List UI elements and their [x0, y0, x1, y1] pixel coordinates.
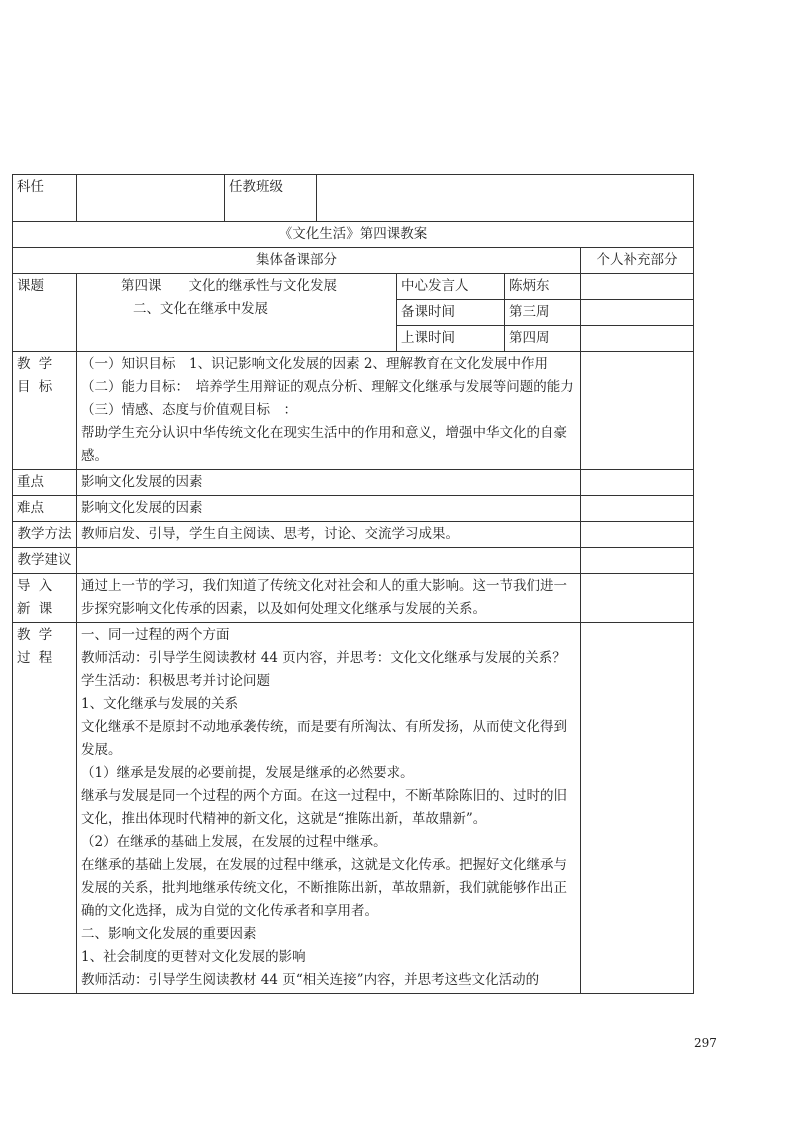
process-line: 继承与发展是同一个过程的两个方面。在这一过程中，不断革除陈旧的、过时的旧文化，推出体现时代精神的新文化，这就是“推陈出新，革故鼎新”。 — [81, 788, 567, 827]
prep-time-value: 第三周 — [505, 300, 581, 326]
method-value: 教师启发、引导，学生自主阅读、思考，讨论、交流学习成果。 — [77, 522, 581, 548]
process-line: 教师活动：引导学生阅读教材 44 页“相关连接”内容，并思考这些文化活动的 — [81, 972, 540, 988]
process-line: 二、影响文化发展的重要因素 — [81, 926, 257, 942]
intro-value: 通过上一节的学习，我们知道了传统文化对社会和人的重大影响。这一节我们进一步探究影响文化传承的因素，以及如何处理文化继承与发展的关系。 — [77, 574, 581, 623]
process-line: 教师活动：引导学生阅读教材 44 页内容，并思考：文化文化继承与发展的关系？ — [81, 650, 566, 666]
class-label: 任教班级 — [225, 175, 317, 222]
suggestion-value — [77, 548, 581, 574]
personal-cell-classtime — [581, 326, 694, 352]
speaker-value: 陈炳东 — [505, 274, 581, 300]
goal-line: 帮助学生充分认识中华传统文化在现实生活中的作用和意义，增强中华文化的自豪感。 — [81, 425, 567, 464]
process-line: 1、文化继承与发展的关系 — [81, 696, 239, 712]
goal-line: （二）能力目标： 培养学生用辩证的观点分析、理解文化继承与发展等问题的能力 — [81, 379, 574, 395]
class-time-value: 第四周 — [505, 326, 581, 352]
doc-title: 《文化生活》第四课教案 — [13, 222, 694, 248]
key-point-row — [13, 470, 694, 496]
intro-row — [13, 574, 694, 623]
subject-value — [77, 175, 225, 222]
class-time-label: 上课时间 — [397, 326, 505, 352]
process-label: 教 学 过 程 — [13, 623, 77, 994]
process-line: （2）在继承的基础上发展，在发展的过程中继承。 — [81, 834, 387, 850]
key-point-label: 重点 — [13, 470, 77, 496]
group-section-header: 集体备课部分 — [13, 248, 581, 274]
personal-section-header: 个人补充部分 — [581, 248, 694, 274]
personal-cell-process — [581, 623, 694, 994]
personal-cell-method — [581, 522, 694, 548]
goal-line: （一）知识目标 1、识记影响文化发展的因素 2、理解教育在文化发展中作用 — [81, 356, 548, 372]
process-line: 学生活动：积极思考并讨论问题 — [81, 673, 270, 689]
goals-label: 教 学 目 标 — [13, 352, 77, 470]
topic-row-1 — [13, 274, 694, 300]
speaker-label: 中心发言人 — [397, 274, 505, 300]
process-line: 一、同一过程的两个方面 — [81, 627, 230, 643]
personal-cell-goals — [581, 352, 694, 470]
process-line: 1、社会制度的更替对文化发展的影响 — [81, 949, 306, 965]
difficulty-label: 难点 — [13, 496, 77, 522]
personal-cell-suggestion — [581, 548, 694, 574]
section-row — [13, 248, 694, 274]
goal-line: （三）情感、态度与价值观目标 ： — [81, 402, 297, 418]
title-row — [13, 222, 694, 248]
intro-label: 导 入 新 课 — [13, 574, 77, 623]
process-line: （1）继承是发展的必要前提，发展是继承的必然要求。 — [81, 765, 414, 781]
difficulty-value: 影响文化发展的因素 — [77, 496, 581, 522]
topic-line-2: 二、文化在继承中发展 — [133, 301, 268, 317]
class-value — [317, 175, 694, 222]
method-label: 教学方法 — [13, 522, 77, 548]
subject-label: 科任 — [13, 175, 77, 222]
lesson-plan-table — [12, 174, 694, 994]
personal-cell-intro — [581, 574, 694, 623]
suggestion-row — [13, 548, 694, 574]
goals-content — [77, 352, 581, 470]
personal-cell-prep — [581, 300, 694, 326]
process-content — [77, 623, 581, 994]
process-row — [13, 623, 694, 994]
teacher-row — [13, 175, 694, 222]
difficulty-row — [13, 496, 694, 522]
topic-cell — [77, 274, 397, 352]
personal-cell-difficulty — [581, 496, 694, 522]
method-row — [13, 522, 694, 548]
personal-cell-key — [581, 470, 694, 496]
topic-label: 课题 — [13, 274, 77, 352]
page-number: 297 — [694, 1036, 717, 1050]
personal-cell-speaker — [581, 274, 694, 300]
topic-line-1: 第四课 文化的继承性与文化发展 — [121, 278, 337, 294]
prep-time-label: 备课时间 — [397, 300, 505, 326]
process-line: 在继承的基础上发展，在发展的过程中继承，这就是文化传承。把握好文化继承与发展的关系，批判地继承传统文化，不断推陈出新，革故鼎新，我们就能够作出正确的文化选择，成为自觉的文化传承者和享用者。 — [81, 857, 567, 919]
suggestion-label: 教学建议 — [13, 548, 77, 574]
goals-row — [13, 352, 694, 470]
key-point-value: 影响文化发展的因素 — [77, 470, 581, 496]
process-line: 文化继承不是原封不动地承袭传统，而是要有所淘汰、有所发扬，从而使文化得到发展。 — [81, 719, 567, 758]
